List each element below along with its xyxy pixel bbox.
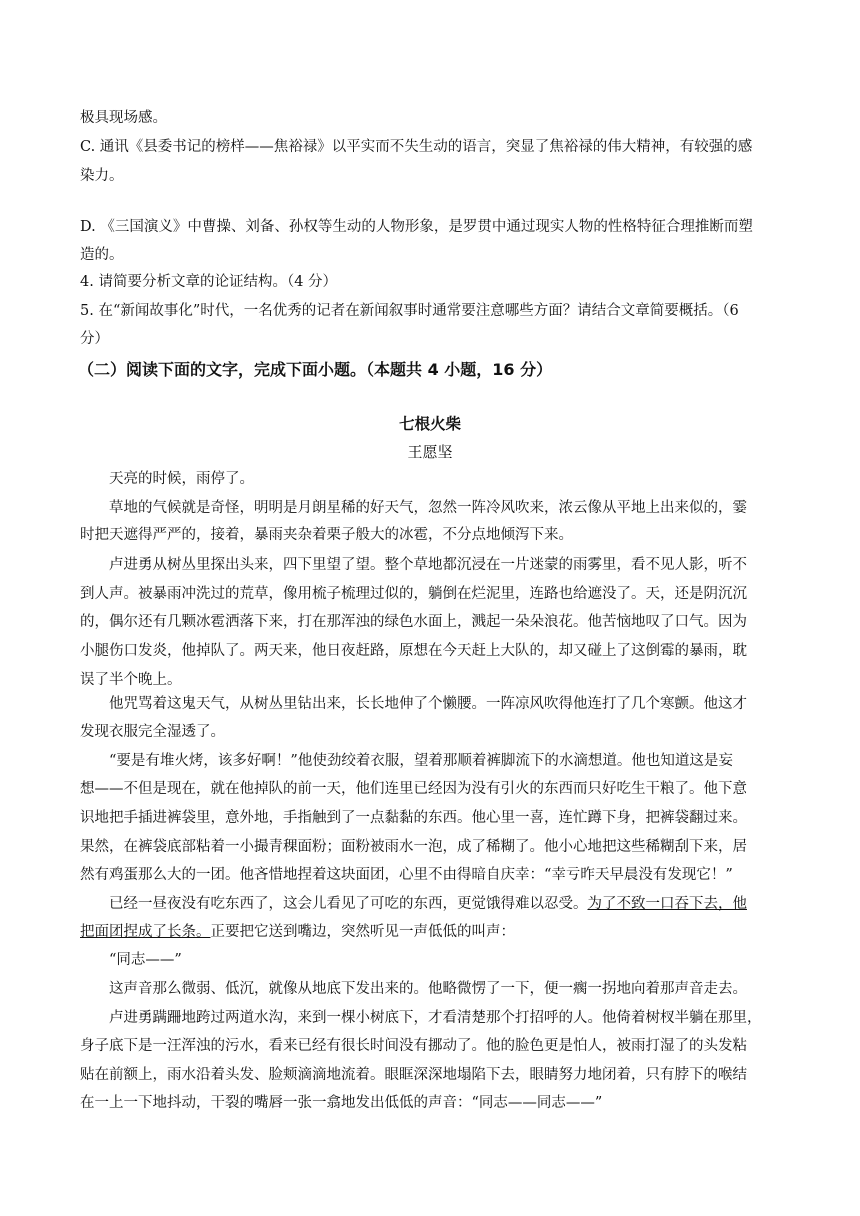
story-title: 七根火柴 (398, 415, 461, 433)
question-line: D. 《三国演义》中曹操、刘备、孙权等生动的人物形象，是罗贯中通过现实人物的性格特征合理推断而塑 (80, 219, 753, 235)
story-line: 这声音那么微弱、低沉，就像从地底下发出来的。他略微愣了一下，便一瘸一拐地向着那声音走去。 (80, 981, 747, 997)
story-line: 他咒骂着这鬼天气，从树丛里钻出来，长长地伸了个懒腰。一阵凉风吹得他连打了几个寒颤。他这才 (80, 696, 747, 712)
question-line: 5. 在“新闻故事化”时代，一名优秀的记者在新闻叙事时通常要注意哪些方面？请结合文章简要概括。（6 (80, 303, 739, 319)
story-text: 正要把它送到嘴边，突然听见一声低低的叫声： (210, 924, 515, 940)
question-line: 4. 请简要分析文章的论证结构。（4 分） (80, 274, 338, 290)
story-line: 身子底下是一汪浑浊的污水，看来已经有很长时间没有挪动了。他的脸色更是怕人，被雨打湿了的头发粘 (80, 1038, 747, 1054)
question-line: 分） (80, 331, 109, 347)
story-line: “同志——” (80, 952, 182, 968)
underlined-text: 把面团捏成了长条。 (80, 924, 211, 940)
story-line: 小腿伤口发炎，他掉队了。两天来，他日夜赶路，原想在今天赶上大队的，却又碰上了这倒霉的暴雨，耽 (80, 643, 747, 659)
question-line: 极具现场感。 (80, 110, 167, 126)
story-line (80, 922, 515, 942)
question-line: C. 通讯《县委书记的榜样——焦裕禄》以平实而不失生动的语言，突显了焦裕禄的伟大精神，有较强的感 (80, 139, 753, 155)
story-line: 时把天遮得严严的，接着，暴雨夹杂着栗子般大的冰雹，不分点地倾泻下来。 (80, 527, 573, 543)
story-line: 误了半个晚上。 (80, 672, 182, 688)
underlined-text: 为了不致一口吞下去，他 (587, 896, 747, 912)
question-line: 染力。 (80, 168, 124, 184)
story-line: 然有鸡蛋那么大的一团。他吝惜地捏着这块面团，心里不由得暗自庆幸：“幸亏昨天早晨没有发现它！” (80, 867, 733, 883)
story-line: 贴在前额上，雨水沿着头发、脸颊滴滴地流着。眼眶深深地塌陷下去，眼睛努力地闭着，只有脖下的喉结 (80, 1067, 747, 1083)
question-line: 造的。 (80, 247, 124, 263)
story-line: 到人声。被暴雨冲洗过的荒草，像用梳子梳理过似的，躺倒在烂泥里，连路也给遮没了。天，还是阴沉沉 (80, 586, 747, 602)
story-line: 的，偶尔还有几颗冰雹洒落下来，打在那浑浊的绿色水面上，溅起一朵朵浪花。他苦恼地叹了口气。因为 (80, 614, 747, 630)
story-line: 在一上一下地抖动，干裂的嘴唇一张一翕地发出低低的声音：“同志——同志——” (80, 1095, 603, 1111)
story-line: 果然，在裤袋底部粘着一小撮青稞面粉；面粉被雨水一泡，成了稀糊了。他小心地把这些稀糊刮下来，居 (80, 839, 747, 855)
story-line: 卢进勇蹒跚地跨过两道水沟，来到一棵小树底下，才看清楚那个打招呼的人。他倚着树杈半躺在那里， (80, 1010, 762, 1026)
section-heading: （二）阅读下面的文字，完成下面小题。（本题共 4 小题，16 分） (78, 360, 553, 379)
story-line: 天亮的时候，雨停了。 (80, 471, 254, 487)
story-text: 已经一昼夜没有吃东西了，这会儿看见了可吃的东西，更觉饿得难以忍受。 (80, 896, 588, 912)
story-line: 草地的气候就是奇怪，明明是月朗星稀的好天气，忽然一阵冷风吹来，浓云像从平地上出来似的，霎 (80, 500, 747, 516)
story-author: 王愿坚 (407, 443, 453, 461)
story-line: 想——不但是现在，就在他掉队的前一天，他们连里已经因为没有引火的东西而只好吃生干粮了。他下意 (80, 781, 747, 797)
story-line: 识地把手插进裤袋里，意外地，手指触到了一点黏黏的东西。他心里一喜，连忙蹲下身，把裤袋翻过来。 (80, 810, 747, 826)
story-line: “要是有堆火烤，该多好啊！”他使劲绞着衣服，望着那顺着裤脚流下的水滴想道。他也知道这是妄 (80, 753, 733, 769)
story-line: 发现衣服完全湿透了。 (80, 724, 225, 740)
story-line (80, 894, 747, 914)
story-line: 卢进勇从树丛里探出头来，四下里望了望。整个草地都沉浸在一片迷蒙的雨雾里，看不见人影，听不 (80, 557, 747, 573)
